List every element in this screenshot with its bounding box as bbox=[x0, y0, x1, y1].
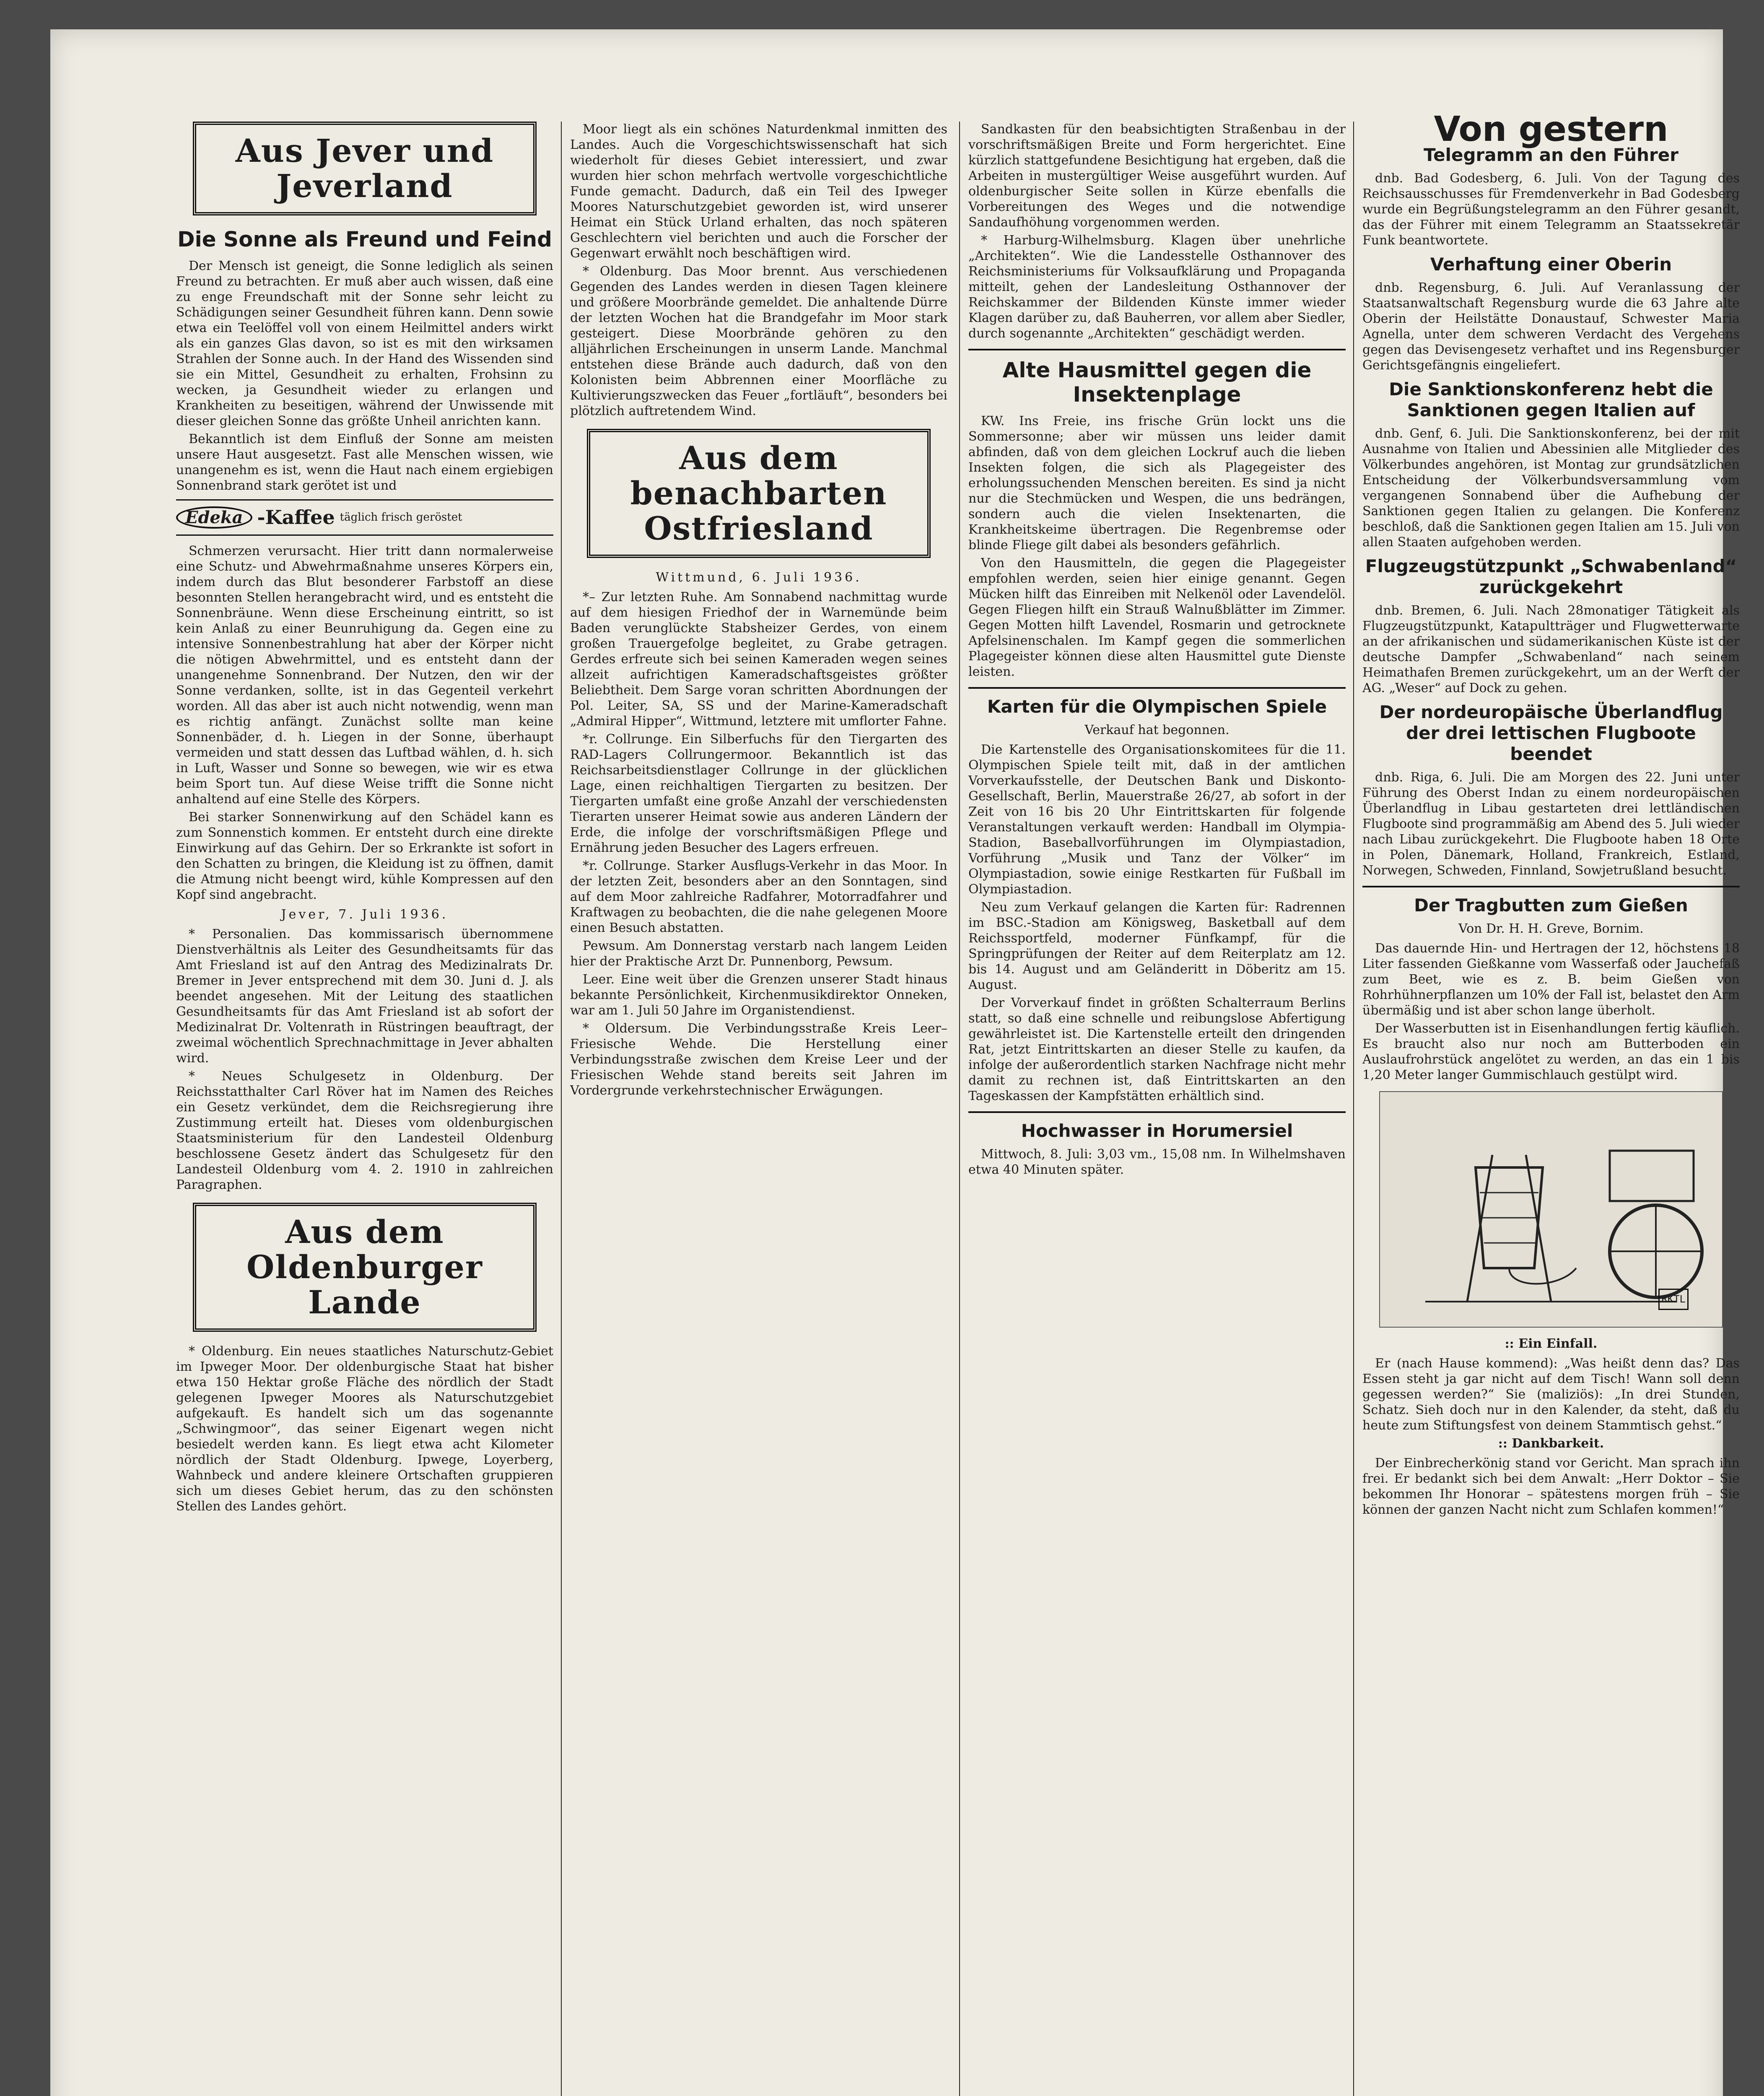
paragraph: * Oldenburg. Das Moor brennt. Aus verschiedenen Gegenden des Landes werden in diesen Tagen kleinere und größere Moorbrände gemeldet. Die anhaltende Dürre der letzten Wochen hat die Brandgefahr im Moor stark gesteigert. Diese Moorbrände gehören zu den alljährlichen Erscheinungen in unserm Lande. Manchmal entstehen diese Brände auch dadurch, daß von den Kolonisten beim Abbrennen einer Moorfläche zu Kultivierungszwecken das Feuer „fortläuft“, besonders bei plötzlich auftretendem Wind. bbox=[570, 264, 947, 418]
paragraph: Der Wasserbutten ist in Eisenhandlungen fertig käuflich. Es braucht also nur noch am Butterboden ein Auslaufrohrstück angelötet zu werden, an das ein 1 bis 1,20 Meter langer Gummischlauch gestülpt wird. bbox=[1362, 1021, 1740, 1082]
paragraph: Der Vorverkauf findet in größten Schalterraum Berlins statt, so daß eine schnelle und reibungslose Abfertigung gewährleistet ist. Die Kartenstelle erteilt den dringenden Rat, jetzt Eintrittskarten an dieser Stelle zu kaufen, da infolge der außerordentlich starken Nachfrage nicht mehr damit zu rechnen ist, daß Eintrittskarten an den Tageskassen der Kampfstätten erhältlich sind. bbox=[968, 996, 1346, 1103]
paragraph: * Neues Schulgesetz in Oldenburg. Der Reichsstatthalter Carl Röver hat im Namen des Reiches ein Gesetz verkündet, dem die Reichsregierung ihre Zustimmung erteilt hat. Dieses vom oldenburgischen Staatsministerium für den Landesteil Oldenburg beschlossene Gesetz ändert das Schulgesetz für den Landesteil Oldenburg vom 4. 2. 1910 in zahlreichen Paragraphen. bbox=[176, 1069, 553, 1192]
divider bbox=[968, 349, 1346, 350]
article-headline: Hochwasser in Horumersiel bbox=[1021, 1121, 1293, 1141]
paragraph: dnb. Genf, 6. Juli. Die Sanktionskonferenz, bei der mit Ausnahme von Italien und Abessinien alle Mitglieder des Völkerbundes angehören, ist Montag zur grundsätzlichen Entscheidung der Völkerbundsversammlung vom vergangenen Sonnabend über die Aufhebung der Sanktionen gegen Italien zu gelangen. Die Konferenz beschloß, daß die Sanktionen gegen Italien am 15. Juli von allen Staaten aufgehoben werden. bbox=[1362, 426, 1740, 550]
paragraph: *r. Collrunge. Ein Silberfuchs für den Tiergarten des RAD-Lagers Collrungermoor. Bekanntlich ist das Reichsarbeitsdienstlager Collrunge in der glücklichen Lage, einen reichhaltigen Tiergarten zu besitzen. Der Tiergarten umfaßt eine große Anzahl der verschiedensten Tierarten unserer Heimat sowie aus anderen Ländern der Erde, die infolge der vorschriftsmäßigen Pflege und Ernährung jeden Besucher des Lagers erfreuen. bbox=[570, 732, 947, 855]
paragraph: Das dauernde Hin- und Hertragen der 12, höchstens 18 Liter fassenden Gießkanne vom Wasserfaß oder Jauchefaß zum Beet, wie es z. B. beim Gießen von Rohrhühnerpflanzen um 10% der Fall ist, belastet den Arm übermäßig und ist aber schon lange überholt. bbox=[1362, 941, 1740, 1018]
article-headline: Verhaftung einer Oberin bbox=[1430, 254, 1672, 275]
paragraph: dnb. Bad Godesberg, 6. Juli. Von der Tagung des Reichsausschusses für Fremdenverkehr in Bad Godesberg wurde ein Begrüßungstelegramm an den Führer gesandt, das der Führer mit einem Telegramm an Staatssekretär Funk beantwortete. bbox=[1362, 171, 1740, 248]
paragraph: Pewsum. Am Donnerstag verstarb nach langem Leiden hier der Praktische Arzt Dr. Punnenborg, Pewsum. bbox=[570, 939, 947, 969]
paragraph: KW. Ins Freie, ins frische Grün lockt uns die Sommersonne; aber wir müssen uns leider damit abfinden, daß von dem gleichen Lockruf auch die lieben Insekten folgen, die sich als Plagegeister des erholungssuchenden Menschen bereiten. Es sind ja nicht nur die Stechmücken und Wespen, die uns bedrängen, sondern auch die vielen Insektenarten, die Krankheitskeime übertragen. Die Regenbremse oder blinde Fliege gilt dabei als besonders gefährlich. bbox=[968, 414, 1346, 553]
divider bbox=[968, 687, 1346, 689]
coffee-advertisement bbox=[176, 499, 553, 536]
paragraph: Mittwoch, 8. Juli: 3,03 vm., 15,08 nm. In Wilhelmshaven etwa 40 Minuten später. bbox=[968, 1147, 1346, 1177]
paragraph: Bei starker Sonnenwirkung auf den Schädel kann es zum Sonnenstich kommen. Er entsteht durch eine direkte Einwirkung auf das Gehirn. Der so Erkrankte ist sofort in den Schatten zu bringen, die Kleidung ist zu öffnen, damit die Atmung nicht beengt wird, kühle Kompressen auf den Kopf sind angebracht. bbox=[176, 810, 553, 902]
paragraph: dnb. Regensburg, 6. Juli. Auf Veranlassung der Staatsanwaltschaft Regensburg wurde die 63 Jahre alte Oberin der Heilstätte Donaustauf, Schwester Maria Agnella, unter dem schweren Verdacht des Vergehens gegen das Devisengesetz verhaftet und ins Regensburger Gerichtsgefängnis eingeliefert. bbox=[1362, 280, 1740, 373]
dateline: Jever, 7. Juli 1936. bbox=[281, 907, 449, 922]
subheadline: Verkauf hat begonnen. bbox=[1084, 723, 1230, 737]
paragraph: *r. Collrunge. Starker Ausflugs-Verkehr in das Moor. In der letzten Zeit, besonders aber an den Sonntagen, sind auf dem Moor zahlreiche Radfahrer, Motorradfahrer und Kraftwagen zu beobachten, die die nahe gelegenen Moore einen Besuch abstatten. bbox=[570, 859, 947, 935]
byline: Von Dr. H. H. Greve, Bornim. bbox=[1458, 921, 1644, 936]
article-headline: Alte Hausmittel gegen die Insektenplage bbox=[1002, 358, 1312, 407]
newspaper-page bbox=[50, 29, 1740, 2096]
paragraph: Er (nach Hause kommend): „Was heißt denn das? Das Essen steht ja gar nicht auf dem Tisch! Wann soll denn gegessen werden?“ Sie (maliziös): „In drei Stunden, Schatz. Sieh doch nur in den Kalender, da steht, daß du heute zum Stiftungsfest von deinem Stammtisch gehst.“ bbox=[1362, 1356, 1740, 1433]
illustrator-mark: RKTL bbox=[1658, 1289, 1689, 1310]
paragraph: Der Einbrecherkönig stand vor Gericht. Man sprach ihn frei. Er bedankt sich bei dem Anwalt: „Herr Doktor – Sie bekommen Ihr Honorar – spätestens morgen früh – Sie können der ganzen Nacht nicht zum Schlafen kommen!“ bbox=[1362, 1456, 1740, 1517]
paragraph: dnb. Bremen, 6. Juli. Nach 28monatiger Tätigkeit als Flugzeugstützpunkt, Katapultträger und Flugwetterwarte an der afrikanischen und südamerikanischen Küste ist der deutsche Dampfer „Schwabenland“ nach seinem Heimathafen Bremen zurückgekehrt, um an der Werft der AG. „Weser“ auf Dock zu gehen. bbox=[1362, 603, 1740, 695]
joke-heading: :: Dankbarkeit. bbox=[1498, 1436, 1604, 1451]
watering-butt-illustration bbox=[1379, 1091, 1723, 1328]
paragraph: Schmerzen verursacht. Hier tritt dann normalerweise eine Schutz- und Abwehrmaßnahme unseres Körpers ein, indem durch das Blut besonderer Farbstoff an diese besonnten Stellen herangebracht wird, und es entsteht die Sonnenbräune. Wenn diese Erscheinung eintritt, so ist kein Anlaß zu einer Beunruhigung da. Gegen eine zu intensive Sonnenbestrahlung hat aber der Körper nicht die nötigen Abwehrmittel, und es entsteht dann der unangenehme Sonnenbrand. Der Nutzen, den wir der Sonne verdanken, sollte, ist in das Gegenteil verkehrt worden. All das aber ist auch nicht notwendig, wenn man es richtig anfängt. Zunächst sollte man keine Sonnenbäder, d. h. Liegen in der Sonne, überhaupt vermeiden und statt dessen das Luftbad wählen, d. h. sich in Luft, Wasser und Sonne so bewegen, wie wir es etwa beim Sport tun. Auf diese Weise trifft die Sonne nicht anhaltend auf eine Stelle des Körpers. bbox=[176, 544, 553, 807]
article-headline: Der Tragbutten zum Gießen bbox=[1414, 895, 1688, 916]
paragraph: Von den Hausmitteln, die gegen die Plagegeister empfohlen werden, seien hier einige genannt. Gegen Mücken hilft das Einreiben mit Nelkenöl oder Lavendelöl. Gegen Fliegen hilft ein Strauß Walnußblätter im Zimmer. Gegen Motten hilft Lavendel, Rosmarin und getrocknete Apfelsinenschalen. Im Kampf gegen die sommerlichen Plagegeister können diese alten Hausmittel gute Dienste leisten. bbox=[968, 556, 1346, 679]
column-rule bbox=[959, 122, 960, 2096]
ad-tagline: täglich frisch geröstet bbox=[340, 511, 462, 524]
divider bbox=[1362, 886, 1740, 887]
joke-heading: :: Ein Einfall. bbox=[1505, 1336, 1598, 1351]
dateline: Wittmund, 6. Juli 1936. bbox=[656, 570, 862, 585]
article-headline: Der nordeuropäische Überlandflug der drei lettischen Flugboote beendet bbox=[1379, 702, 1723, 764]
section-header: Aus dem Oldenburger Lande bbox=[193, 1203, 537, 1332]
paragraph: Die Kartenstelle des Organisationskomitees für die 11. Olympischen Spiele teilt mit, daß in der amtlichen Vorverkaufsstelle, der Deutschen Bank und Diskonto-Gesellschaft, Berlin, Mauerstraße 26/27, ab sofort in der Zeit von 16 bis 20 Uhr Eintrittskarten für folgende Veranstaltungen verkauft werden: Handball im Olympia-Stadion, Baseballvorführungen im Olympiastadion, Vorführung „Musik und Tanz der Völker“ im Olympiastadion, sowie einige Restkarten für Fußball im Olympiastadion. bbox=[968, 742, 1346, 897]
section-header: Aus Jever und Jeverland bbox=[193, 122, 537, 215]
article-headline: Flugzeugstützpunkt „Schwabenland“ zurückgekehrt bbox=[1365, 556, 1737, 597]
column-2 bbox=[570, 122, 947, 1101]
section-title: Von gestern bbox=[1434, 109, 1668, 149]
article-headline: Karten für die Olympischen Spiele bbox=[987, 696, 1327, 717]
ad-product: -Kaffee bbox=[257, 506, 335, 529]
paragraph: Bekanntlich ist dem Einfluß der Sonne am meisten unsere Haut ausgesetzt. Fast alle Menschen wissen, wie unangenehm es ist, wenn die Haut nach einem ergiebigen Sonnenbrand stark gerötet ist und bbox=[176, 432, 553, 493]
article-headline: Die Sanktionskonferenz hebt die Sanktionen gegen Italien auf bbox=[1389, 379, 1713, 420]
paragraph: Der Mensch ist geneigt, die Sonne lediglich als seinen Freund zu betrachten. Er muß aber auch wissen, daß eine zu enge Freundschaft mit der Sonne sehr leicht zu Schädigungen seiner Gesundheit führen kann. Denn sowie etwa ein Teelöffel voll von einem Heilmittel anders wirkt als ein ganzes Glas davon, so ist es mit den wirksamen Strahlen der Sonne auch. In der Hand des Wissenden sind sie ein Mittel, Gesundheit zu erhalten, Frohsinn zu wecken, ja Gesundheit wieder zu erlangen und Krankheiten zu beseitigen, während der Unwissende mit dieser gleichen Sonne das größte Unheil anrichten kann. bbox=[176, 259, 553, 428]
paragraph: Moor liegt als ein schönes Naturdenkmal inmitten des Landes. Auch die Vorgeschichtswissenschaft hat sich wiederholt für dieses Gebiet interessiert, und zwar wurden hier schon mehrfach wertvolle vorgeschichtliche Funde gemacht. Dadurch, daß ein Teil des Ipweger Moores Naturschutzgebiet geworden ist, wird unserer Heimat ein Stück Urland erhalten, das noch späteren Geschlechtern viel berichten und auch die Forscher der Gegenwart erwählt noch beschäftigen wird. bbox=[570, 122, 947, 261]
paragraph: * Personalien. Das kommissarisch übernommene Dienstverhältnis als Leiter des Gesundheitsamts für das Amt Friesland ist auf den Antrag des Medizinalrats Dr. Bremer in Jever entsprechend mit dem 30. Juni d. J. als beendet angesehen. Mit der Leitung des staatlichen Gesundheitsamts für das Amt Friesland ist ab sofort der Medizinalrat Dr. Voltenrath in Rüstringen beauftragt, der zweimal wöchentlich Sprechnachmittage in Jever abhalten wird. bbox=[176, 927, 553, 1066]
paragraph: Sandkasten für den beabsichtigten Straßenbau in der vorschriftsmäßigen Breite und Form hergerichtet. Eine kürzlich stattgefundene Besichtigung hat ergeben, daß die Arbeiten in mustergültiger Weise ausgeführt wurden. Auf oldenburgischer Seite sollen in Kürze ebenfalls die Vorbereitungen des Weges und die notwendige Sandaufhöhung vorgenommen werden. bbox=[968, 122, 1346, 230]
paragraph: dnb. Riga, 6. Juli. Die am Morgen des 22. Juni unter Führung des Oberst Indan zu einem nordeuropäischen Überlandflug in Libau gestarteten drei lettländischen Flugboote sind programmäßig am Abend des 5. Juli wieder nach Libau zurückgekehrt. Die Flugboote haben 18 Orte in Polen, Dänemark, Holland, Frankreich, Estland, Norwegen, Schweden, Finnland, Sowjetrußland besucht. bbox=[1362, 770, 1740, 878]
column-rule bbox=[1353, 122, 1354, 2096]
column-3 bbox=[968, 122, 1346, 1180]
paragraph: Leer. Eine weit über die Grenzen unserer Stadt hinaus bekannte Persönlichkeit, Kirchenmusikdirektor Onneken, war am 1. Juli 50 Jahre im Organistendienst. bbox=[570, 972, 947, 1018]
column-rule bbox=[561, 122, 562, 2096]
paragraph: *– Zur letzten Ruhe. Am Sonnabend nachmittag wurde auf dem hiesigen Friedhof der in Warnemünde beim Baden verunglückte Stabsheizer Gerdes, von einem großen Trauergefolge begleitet, zu Grabe getragen. Gerdes erfreute sich bei seinen Kameraden wegen seines allzeit aufrichtigen Kameradschaftsgeistes größter Beliebtheit. Dem Sarge voran schritten Abordnungen der Pol. Leiter, SA, SS und der Marine-Kameradschaft „Admiral Hipper“, Wittmund, letztere mit umflorter Fahne. bbox=[570, 590, 947, 729]
paragraph: * Oldenburg. Ein neues staatliches Naturschutz-Gebiet im Ipweger Moor. Der oldenburgische Staat hat bisher etwa 150 Hektar große Fläche des nördlich der Stadt gelegenen Ipweger Moores als Naturschutzgebiet aufgekauft. Es handelt sich um das sogenannte „Schwingmoor“, das seiner Eigenart wegen nicht besiedelt werden kann. Es liegt etwa acht Kilometer nördlich der Stadt Oldenburg. Ipwege, Loyerberg, Wahnbeck und andere kleinere Ortschaften gruppieren sich um dieses Gebiet herum, das zu den schönsten Stellen des Landes gehört. bbox=[176, 1344, 553, 1514]
paragraph: * Harburg-Wilhelmsburg. Klagen über unehrliche „Architekten“. Wie die Landesstelle Osthannover des Reichsministeriums für Volksaufklärung und Propaganda mitteilt, gehen der Landesleitung Osthannover der Reichskammer der Bildenden Künste immer wieder Klagen darüber zu, daß Bauherren, vor allem aber Siedler, durch sogenannte „Architekten“ geschädigt werden. bbox=[968, 233, 1346, 341]
divider bbox=[968, 1111, 1346, 1113]
column-4 bbox=[1362, 109, 1740, 1520]
paragraph: Neu zum Verkauf gelangen die Karten für: Radrennen im BSC.-Stadion am Königsweg, Basketball auf dem Reichssportfeld, moderner Fünfkampf, für die Springprüfungen der Reiter auf dem Reiterplatz am 12. bis 14. August und am Geländeritt in Döberitz am 15. August. bbox=[968, 900, 1346, 992]
article-headline: Die Sonne als Freund und Feind bbox=[177, 227, 552, 252]
brand-logo: Edeka bbox=[176, 506, 252, 529]
paragraph: * Oldersum. Die Verbindungsstraße Kreis Leer–Friesische Wehde. Die Herstellung einer Verbindungsstraße zwischen dem Kreise Leer und der Friesischen Wehde stand bereits seit Jahren im Vordergrunde verkehrstechnischer Erwägungen. bbox=[570, 1021, 947, 1098]
column-1 bbox=[176, 122, 553, 1517]
section-header: Aus dem benachbarten Ostfriesland bbox=[587, 429, 931, 558]
article-headline: Telegramm an den Führer bbox=[1424, 145, 1678, 165]
